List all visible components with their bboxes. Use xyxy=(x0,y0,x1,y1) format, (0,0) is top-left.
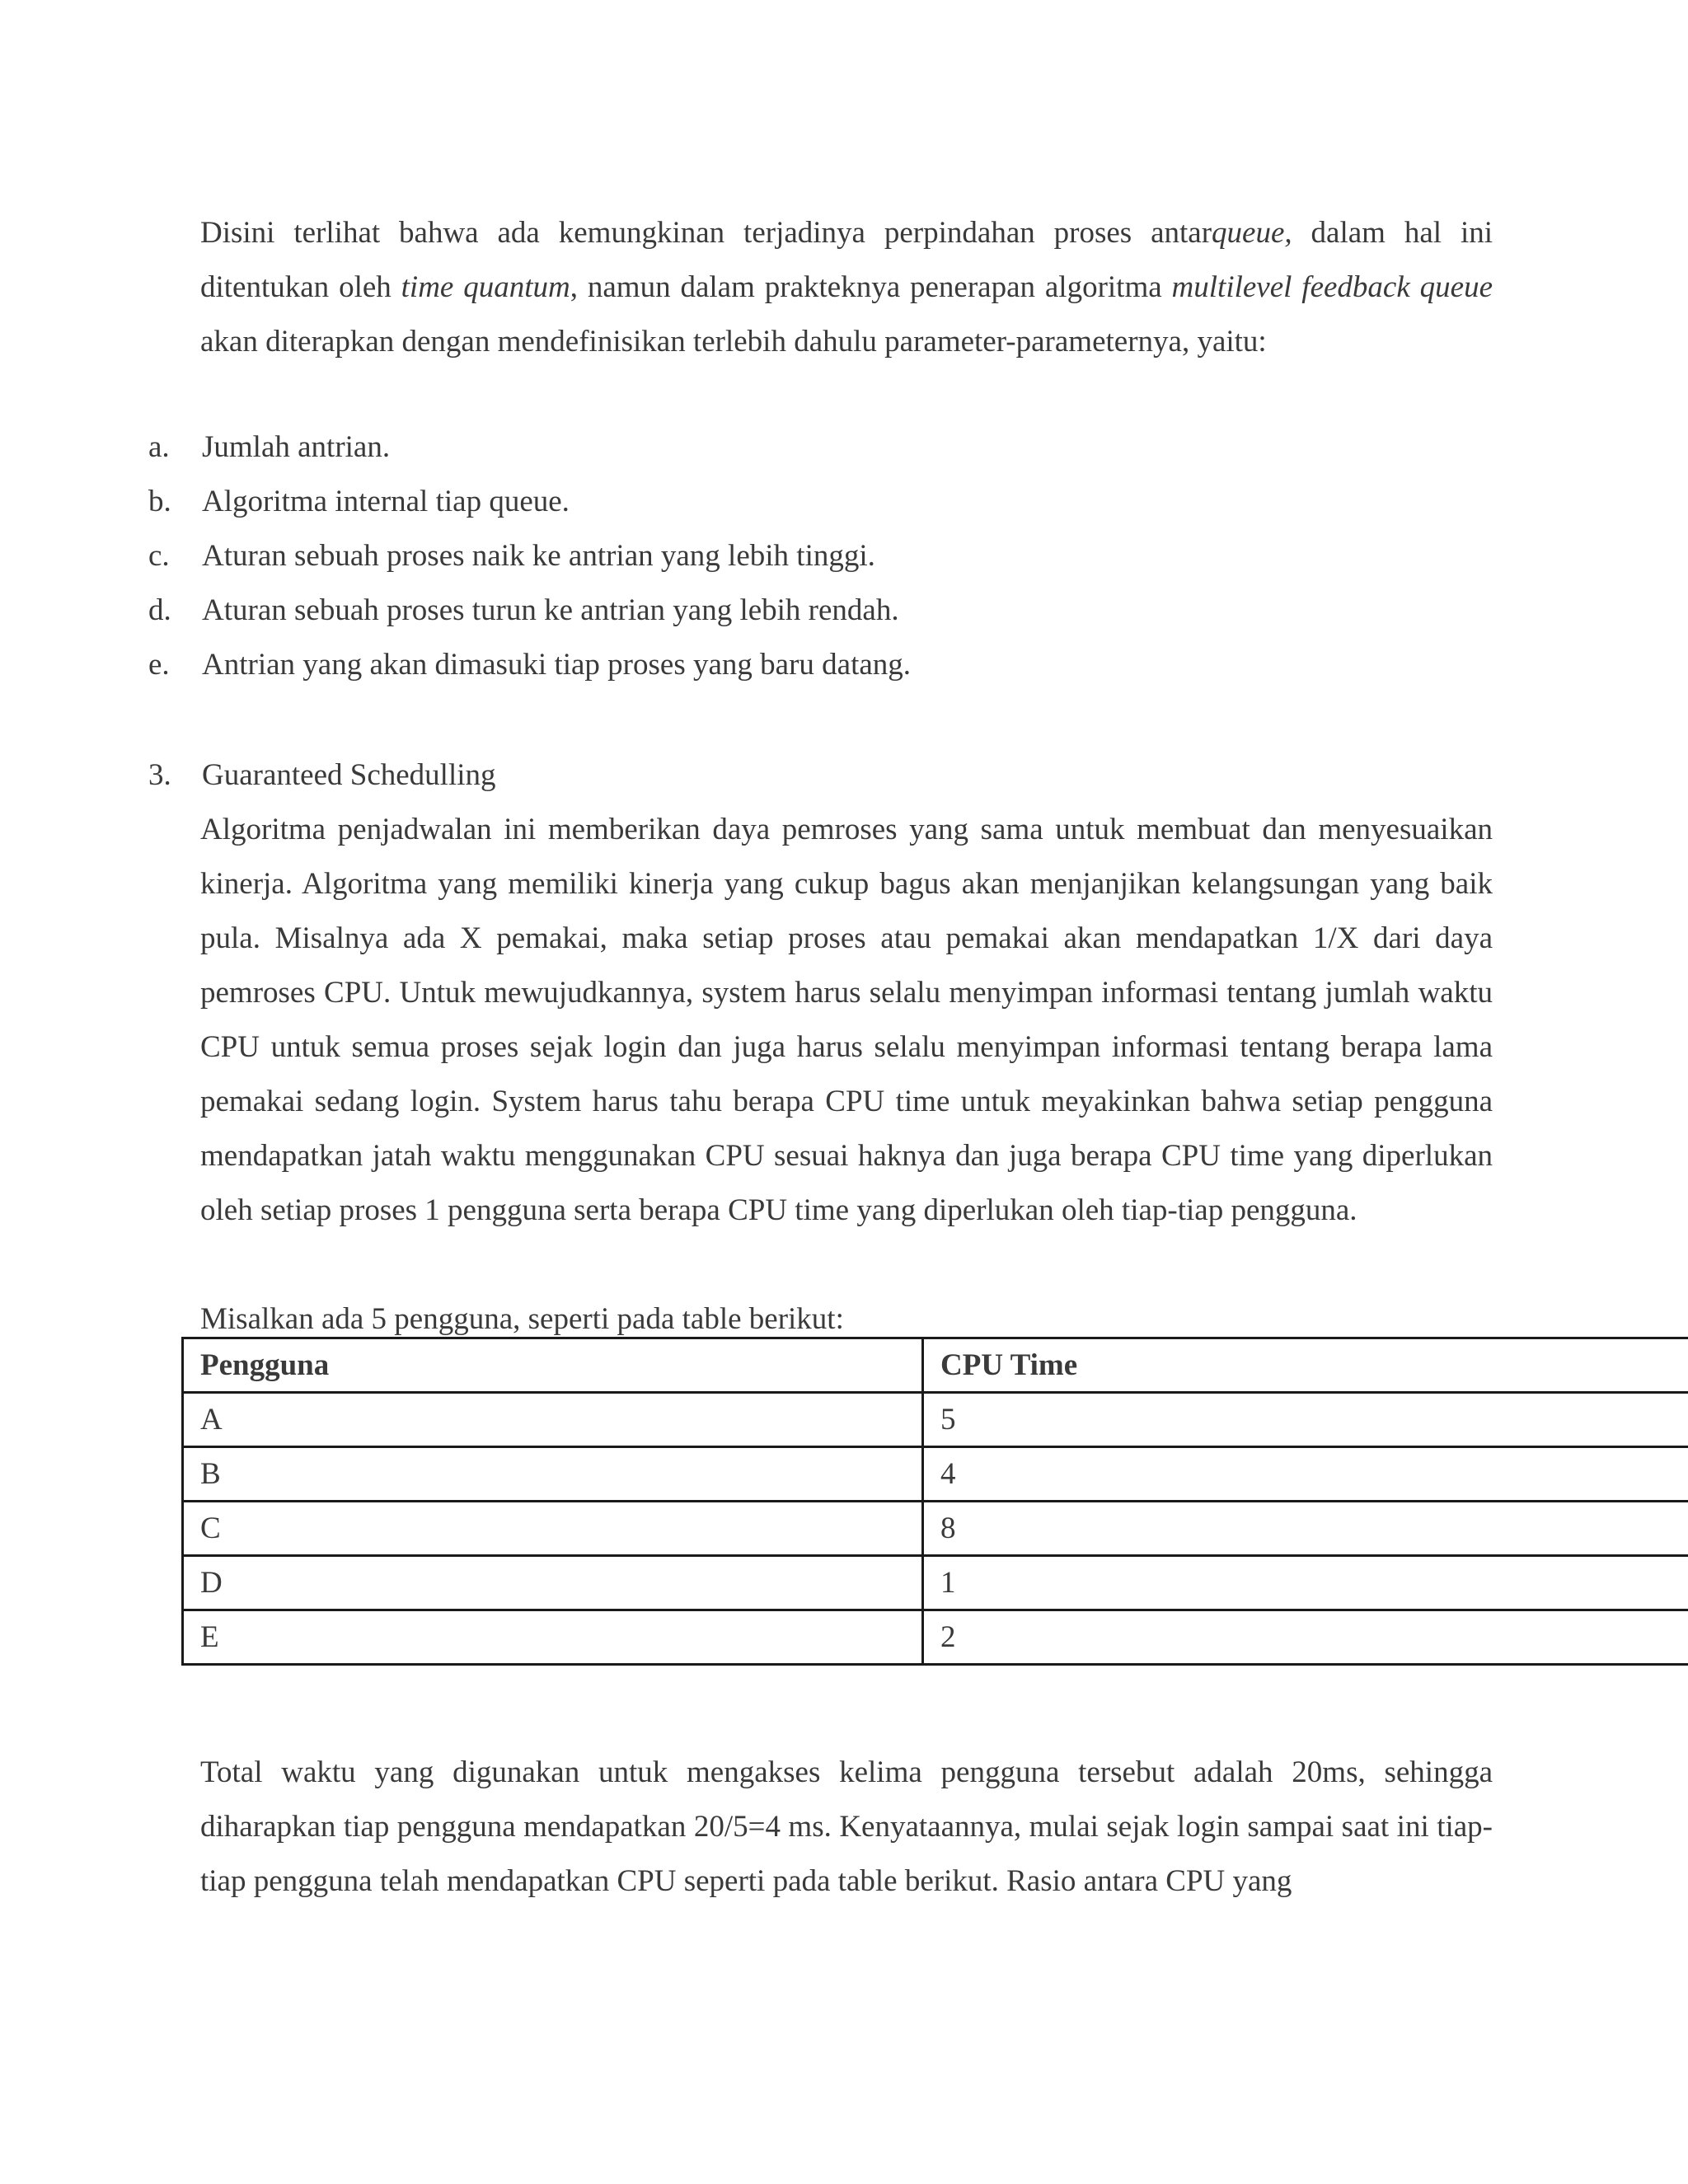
list-item xyxy=(148,475,911,529)
table-cell-cpu-time: 8 xyxy=(923,1502,1688,1556)
list-item-text: Antrian yang akan dimasuki tiap proses yang baru datang. xyxy=(202,648,912,682)
intro-italic-time-quantum: time quantum xyxy=(401,270,570,304)
list-marker: e. xyxy=(148,648,170,682)
list-item-text: Algoritma internal tiap queue. xyxy=(202,485,570,518)
table-row xyxy=(183,1610,1688,1665)
table-cell-cpu-time: 4 xyxy=(923,1447,1688,1502)
list-item-text: Aturan sebuah proses turun ke antrian yang lebih rendah. xyxy=(202,593,899,627)
table-cell-cpu-time: 5 xyxy=(923,1393,1688,1447)
list-item xyxy=(148,638,911,692)
table-cell-user: D xyxy=(183,1556,923,1610)
table-cell-user: C xyxy=(183,1502,923,1556)
list-marker: a. xyxy=(148,430,170,464)
table-row xyxy=(183,1393,1688,1447)
table-row xyxy=(183,1502,1688,1556)
intro-text-4: akan diterapkan dengan mendefinisikan terlebih dahulu parameter-parameternya, yaitu: xyxy=(200,325,1267,359)
list-item-text: Jumlah antrian. xyxy=(202,430,391,464)
table-cell-cpu-time: 2 xyxy=(923,1610,1688,1665)
parameter-list xyxy=(148,420,911,692)
closing-paragraph: Total waktu yang digunakan untuk mengakses kelima pengguna tersebut adalah 20ms, sehingga diharapkan tiap pengguna mendapatkan 20/5=4 ms. Kenyataannya, mulai sejak login sampai saat ini tiap-tiap pengguna telah mendapatkan CPU seperti pada table berikut. Rasio antara CPU yang xyxy=(200,1755,1493,1898)
table-cell-user: E xyxy=(183,1610,923,1665)
list-item xyxy=(148,529,911,583)
intro-italic-queue: queue, xyxy=(1212,216,1292,250)
column-header-cpu-time: CPU Time xyxy=(923,1338,1688,1393)
section-number: 3. xyxy=(148,758,171,792)
intro-text-1: Disini terlihat bahwa ada kemungkinan terjadinya perpindahan proses antar xyxy=(200,216,1212,250)
table-cell-cpu-time: 1 xyxy=(923,1556,1688,1610)
list-marker: b. xyxy=(148,485,171,518)
table-cell-user: B xyxy=(183,1447,923,1502)
list-marker: c. xyxy=(148,539,170,573)
intro-text-3: , namun dalam prakteknya penerapan algoritma xyxy=(570,270,1172,304)
list-marker: d. xyxy=(148,593,171,627)
column-header-pengguna: Pengguna xyxy=(183,1338,923,1393)
section-body-paragraph: Algoritma penjadwalan ini memberikan daya pemroses yang sama untuk membuat dan menyesuaikan kinerja. Algoritma yang memiliki kinerja yang cukup bagus akan menjanjikan kelangsungan yang baik pula. Misalnya ada X pemakai, maka setiap proses atau pemakai akan mendapatkan 1/X dari daya pemroses CPU. Untuk mewujudkannya, system harus selalu menyimpan informasi tentang jumlah waktu CPU untuk semua proses sejak login dan juga harus selalu menyimpan informasi tentang berapa lama pemakai sedang login. System harus tahu berapa CPU time untuk meyakinkan bahwa setiap pengguna mendapatkan jatah waktu menggunakan CPU sesuai haknya dan juga berapa CPU time yang diperlukan oleh setiap proses 1 pengguna serta berapa CPU time yang diperlukan oleh tiap-tiap pengguna. xyxy=(200,813,1493,1227)
list-item-text: Aturan sebuah proses naik ke antrian yang lebih tinggi. xyxy=(202,539,875,573)
cpu-time-table xyxy=(181,1337,1688,1666)
table-intro-text: Misalkan ada 5 pengguna, seperti pada table berikut: xyxy=(200,1302,844,1336)
table-cell-user: A xyxy=(183,1393,923,1447)
intro-italic-mlfq: multilevel feedback queue xyxy=(1171,270,1493,304)
list-item xyxy=(148,583,911,638)
table-row xyxy=(183,1556,1688,1610)
intro-paragraph xyxy=(200,206,1493,369)
table-header-row xyxy=(183,1338,1688,1393)
intro-text-2: dalam hal ini ditentukan oleh xyxy=(200,216,1493,304)
list-item xyxy=(148,420,911,475)
section-heading xyxy=(148,748,496,803)
table-row xyxy=(183,1447,1688,1502)
section-title: Guaranteed Schedulling xyxy=(202,758,496,792)
